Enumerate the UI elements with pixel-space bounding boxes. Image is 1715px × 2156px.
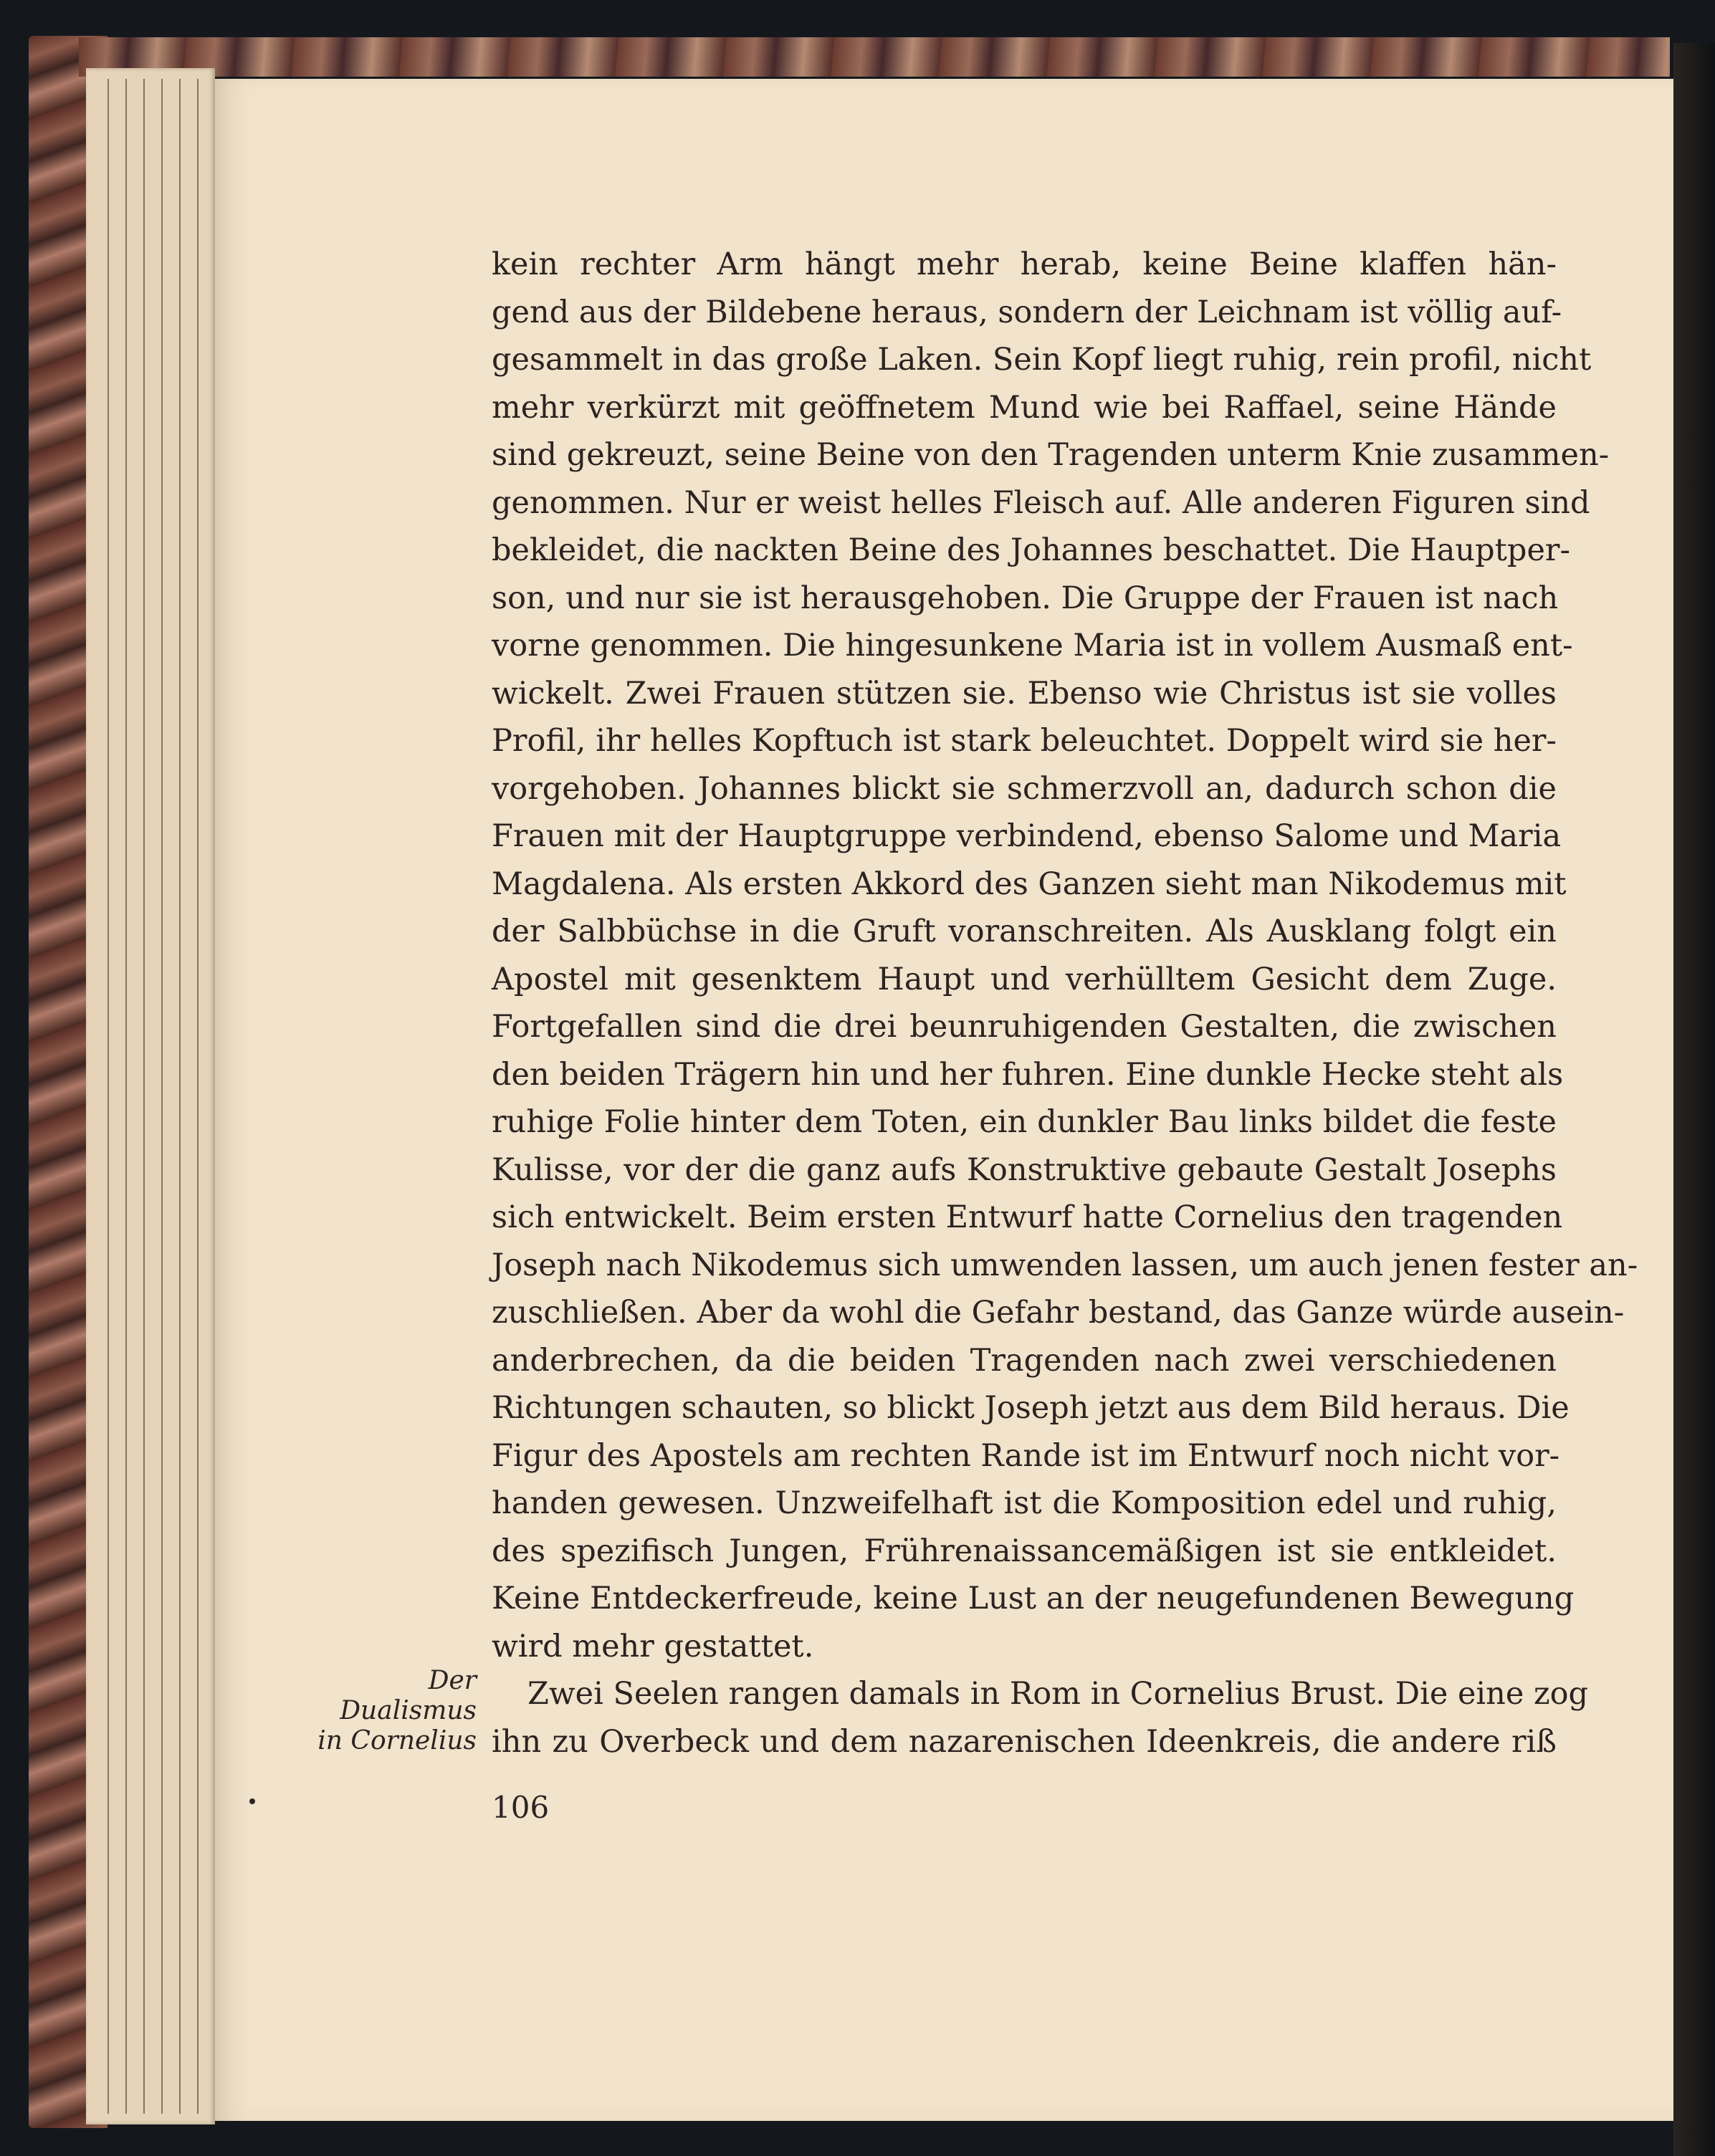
facing-page-shadow: [1673, 43, 1715, 2156]
text-line: Figur des Apostels am rechten Rande ist im Entwurf noch nicht vor-: [492, 1437, 1560, 1474]
body-text: [492, 241, 1638, 1765]
marginal-note: [294, 1666, 477, 1756]
text-line: Kulisse, vor der die ganz aufs Konstruktive gebaute Gestalt Josephs: [492, 1151, 1557, 1188]
text-line: Frauen mit der Hauptgruppe verbindend, ebenso Salome und Maria: [492, 818, 1562, 854]
text-line: gesammelt in das große Laken. Sein Kopf liegt ruhig, rein profil, nicht: [492, 342, 1592, 378]
page-edge-line: [161, 79, 163, 2114]
page-number: 106: [492, 1790, 550, 1825]
text-line: Joseph nach Nikodemus sich umwenden lassen, um auch jenen fester an-: [492, 1247, 1638, 1283]
text-line: des spezifisch Jungen, Frührenaissancemäßigen ist sie entkleidet.: [492, 1533, 1557, 1569]
text-line: vorgehoben. Johannes blickt sie schmerzvoll an, dadurch schon die: [492, 770, 1557, 807]
text-line: vorne genommen. Die hingesunkene Maria ist in vollem Ausmaß ent-: [492, 628, 1573, 663]
text-line: zuschließen. Aber da wohl die Gefahr bestand, das Ganze würde ausein-: [492, 1295, 1625, 1331]
text-line: Richtungen schauten, so blickt Joseph jetzt aus dem Bild heraus. Die: [492, 1390, 1570, 1426]
text-line: kein rechter Arm hängt mehr herab, keine Beine klaffen hän-: [492, 246, 1557, 282]
page-edge-line: [108, 79, 109, 2114]
text-line: bekleidet, die nackten Beine des Johannes beschattet. Die Hauptper-: [492, 532, 1570, 568]
text-line: sich entwickelt. Beim ersten Entwurf hatte Cornelius den tragenden: [492, 1199, 1563, 1235]
page-edge-line: [125, 79, 127, 2114]
text-line: sind gekreuzt, seine Beine von den Tragenden unterm Knie zusammen-: [492, 437, 1610, 473]
marginal-note-line: Der: [428, 1666, 477, 1695]
text-line: den beiden Trägern hin und her fuhren. Eine dunkle Hecke steht als: [492, 1056, 1564, 1093]
text-line: mehr verkürzt mit geöffnetem Mund wie bei Raffael, seine Hände: [492, 389, 1557, 426]
text-line: Keine Entdeckerfreude, keine Lust an der neugefundenen Bewegung: [492, 1581, 1575, 1616]
text-line: Zwei Seelen rangen damals in Rom in Cornelius Brust. Die eine zog: [527, 1676, 1589, 1712]
page-edge-line: [143, 79, 145, 2114]
text-line: ihn zu Overbeck und dem nazarenischen Ideenkreis, die andere riß: [492, 1723, 1557, 1760]
text-line: wird mehr gestattet.: [492, 1628, 814, 1664]
marginal-note-line: in Cornelius: [317, 1726, 477, 1755]
page-edge-line: [197, 79, 199, 2114]
text-line: genommen. Nur er weist helles Fleisch auf. Alle anderen Figuren sind: [492, 484, 1590, 521]
text-line: anderbrechen, da die beiden Tragenden nach zwei verschiedenen: [492, 1342, 1557, 1379]
text-line: son, und nur sie ist herausgehoben. Die Gruppe der Frauen ist nach: [492, 580, 1559, 616]
marginal-note-line: Dualismus: [340, 1696, 477, 1725]
text-line: gend aus der Bildebene heraus, sondern der Leichnam ist völlig auf-: [492, 294, 1562, 330]
text-line: Apostel mit gesenktem Haupt und verhülltem Gesicht dem Zuge.: [492, 961, 1557, 997]
text-line: handen gewesen. Unzweifelhaft ist die Komposition edel und ruhig,: [492, 1485, 1557, 1521]
page-edge-line: [179, 79, 181, 2114]
text-line: ruhige Folie hinter dem Toten, ein dunkler Bau links bildet die feste: [492, 1104, 1557, 1140]
text-line: Magdalena. Als ersten Akkord des Ganzen sieht man Nikodemus mit: [492, 866, 1567, 902]
text-line: der Salbbüchse in die Gruft voranschreiten. Als Ausklang folgt ein: [492, 914, 1557, 949]
page-stack-edge: [86, 68, 215, 2124]
text-line: wickelt. Zwei Frauen stützen sie. Ebenso wie Christus ist sie volles: [492, 675, 1557, 712]
margin-dot: [249, 1798, 255, 1804]
book-top-edge: [79, 37, 1670, 77]
text-line: Fortgefallen sind die drei beunruhigenden Gestalten, die zwischen: [492, 1009, 1557, 1045]
text-line: Profil, ihr helles Kopftuch ist stark beleuchtet. Doppelt wird sie her-: [492, 723, 1557, 759]
